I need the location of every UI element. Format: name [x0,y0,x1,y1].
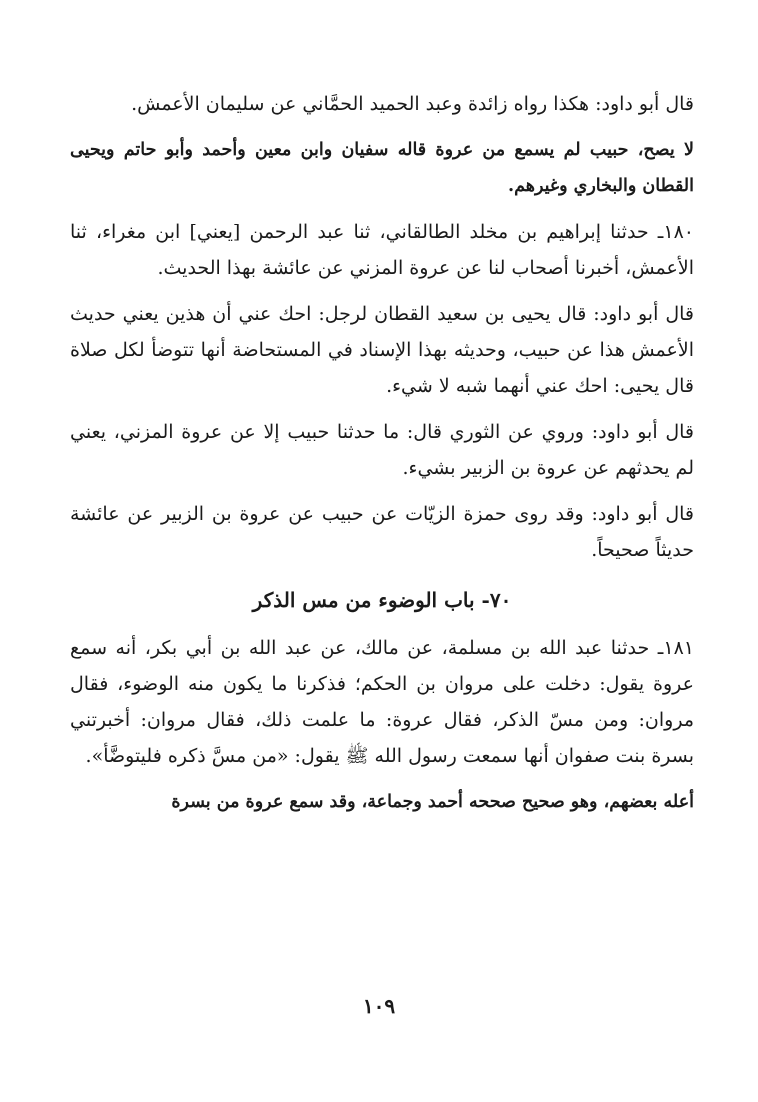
paragraph-abu-dawud-zaidah: قال أبو داود: هكذا رواه زائدة وعبد الحميد الحمَّاني عن سليمان الأعمش. [131,93,694,115]
page-number: ١٠٩ [362,994,396,1018]
paragraph-hamza-zayyat: قال أبو داود: وقد روى حمزة الزيّات عن حبيب عن عروة بن الزبير عن عائشة حديثاً صحيحاً. [70,503,694,561]
hadith-180: ١٨٠ـ حدثنا إبراهيم بن مخلد الطالقاني، ثنا عبد الرحمن [يعني] ابن مغراء، ثنا الأعمش، أخبرنا أصحاب لنا عن عروة المزني عن عائشة بهذا الحديث. [70,221,694,279]
paragraph-yahya-qattan: قال أبو داود: قال يحيى بن سعيد القطان لرجل: احك عني أن هذين يعني حديث الأعمش هذا عن حبيب، وحديثه بهذا الإسناد في المستحاضة أنها تتوضأ لكل صلاة قال يحيى: احك عني أنهما شبه لا شيء. [70,303,694,397]
paragraph-thawri: قال أبو داود: وروي عن الثوري قال: ما حدثنا حبيب إلا عن عروة المزني، يعني لم يحدثهم عن عروة بن الزبير بشيء. [70,421,694,479]
page-body [70,86,694,820]
chapter-heading: ٧٠- باب الوضوء من مس الذكر [252,588,512,612]
commentary-busra: أعله بعضهم، وهو صحيح صححه أحمد وجماعة، وقد سمع عروة من بسرة [171,792,694,812]
commentary-habib-not-heard: لا يصح، حبيب لم يسمع من عروة قاله سفيان وابن معين وأحمد وأبو حاتم ويحيى القطان والبخاري وغيرهم. [70,140,694,196]
hadith-181: ١٨١ـ حدثنا عبد الله بن مسلمة، عن مالك، عن عبد الله بن أبي بكر، أنه سمع عروة يقول: دخلت على مروان بن الحكم؛ فذكرنا ما يكون منه الوضوء، فقال مروان: ومن مسّ الذكر، فقال عروة: ما علمت ذلك، فقال مروان: أخبرتني بسرة بنت صفوان أنها سمعت رسول الله ﷺ يقول: «من مسَّ ذكره فليتوضَّأ». [70,637,694,767]
